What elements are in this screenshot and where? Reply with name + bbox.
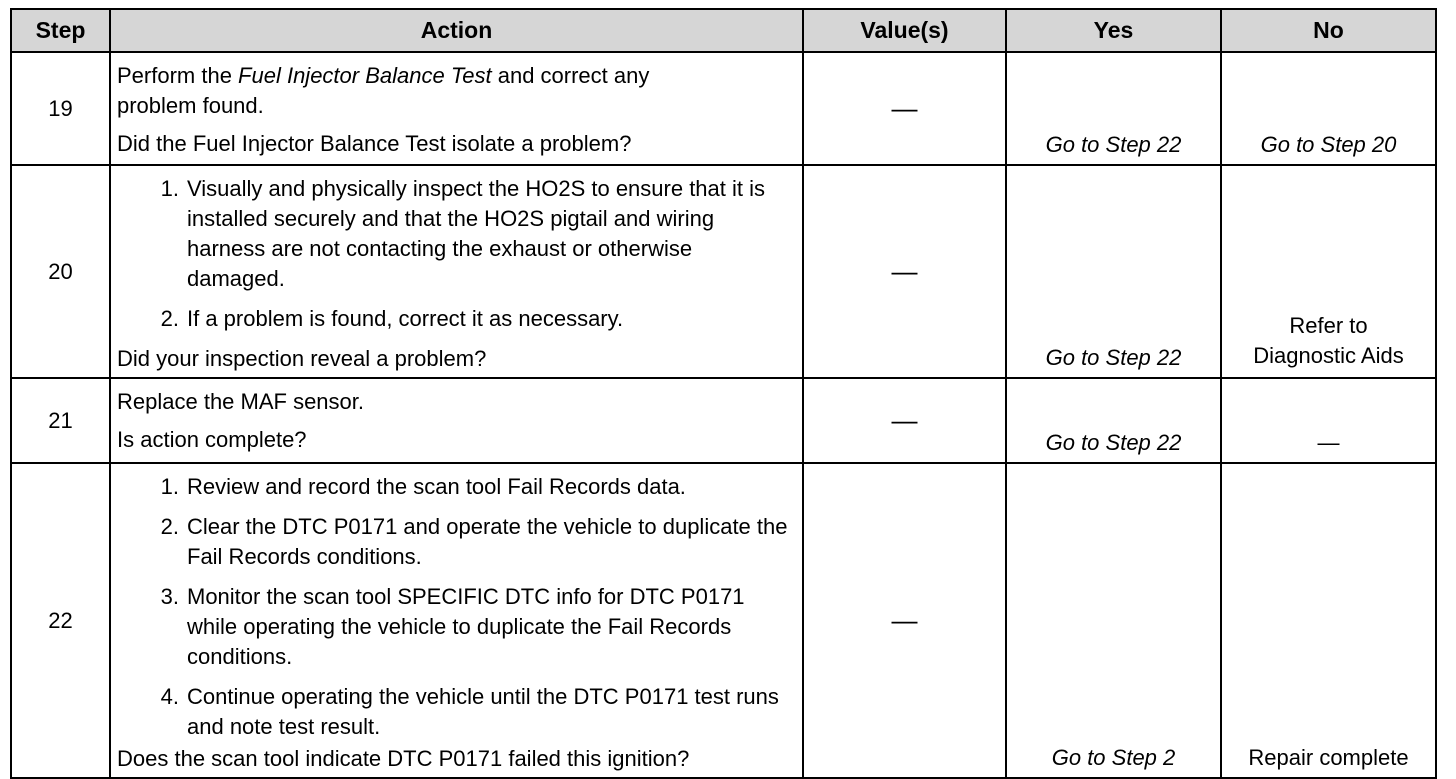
list-item: 1. Review and record the scan tool Fail Records data.: [117, 472, 796, 502]
action-list: [117, 174, 796, 334]
list-item: 3. Monitor the scan tool SPECIFIC DTC info for DTC P0171 while operating the vehicle to duplicate the Fail Records conditions.: [117, 582, 796, 672]
no-cell: Repair complete: [1221, 463, 1436, 778]
table-row: [11, 463, 1436, 778]
question-text: Did your inspection reveal a problem?: [117, 346, 487, 371]
yes-cell: Go to Step 22: [1006, 165, 1221, 378]
action-line: problem found.: [117, 93, 264, 118]
step-number: 20: [11, 165, 110, 378]
list-item: 4. Continue operating the vehicle until the DTC P0171 test runs and note test result.: [117, 682, 796, 742]
list-item-text: Visually and physically inspect the HO2S to ensure that it is installed securely and that the HO2S pigtail and wiring harness are not contacting the exhaust or otherwise damaged.: [187, 176, 766, 291]
table-row: [11, 52, 1436, 165]
list-item-text: Continue operating the vehicle until the DTC P0171 test runs and note test result.: [187, 684, 779, 739]
header-no: No: [1221, 9, 1436, 52]
no-line: Diagnostic Aids: [1253, 343, 1404, 368]
header-action: Action: [110, 9, 803, 52]
value-cell: —: [803, 378, 1006, 463]
list-item-text: Clear the DTC P0171 and operate the vehicle to duplicate the Fail Records conditions.: [187, 514, 788, 569]
question-text: Does the scan tool indicate DTC P0171 failed this ignition?: [117, 746, 690, 771]
action-suffix: and correct any: [491, 63, 650, 88]
action-cell: [110, 52, 803, 165]
header-values: Value(s): [803, 9, 1006, 52]
yes-cell: Go to Step 2: [1006, 463, 1221, 778]
list-item: 1. Visually and physically inspect the HO2S to ensure that it is installed securely and that the HO2S pigtail and wiring harness are not contacting the exhaust or otherwise damaged.: [117, 174, 796, 294]
diagnostic-table: [10, 8, 1437, 779]
value-cell: —: [803, 52, 1006, 165]
action-line: Replace the MAF sensor.: [117, 389, 365, 414]
value-cell: —: [803, 463, 1006, 778]
action-text: [117, 61, 796, 91]
value-cell: —: [803, 165, 1006, 378]
list-item-text: Review and record the scan tool Fail Records data.: [187, 474, 686, 499]
list-item-text: If a problem is found, correct it as necessary.: [187, 306, 624, 331]
table-row: [11, 165, 1436, 378]
yes-cell: Go to Step 22: [1006, 52, 1221, 165]
question-text: Is action complete?: [117, 427, 307, 452]
list-item-text: Monitor the scan tool SPECIFIC DTC info for DTC P0171 while operating the vehicle to duplicate the Fail Records conditions.: [187, 584, 745, 669]
list-item: 2. Clear the DTC P0171 and operate the vehicle to duplicate the Fail Records conditions.: [117, 512, 796, 572]
header-yes: Yes: [1006, 9, 1221, 52]
no-cell: —: [1221, 378, 1436, 463]
action-cell: [110, 463, 803, 778]
action-list: [117, 472, 796, 742]
table-row: [11, 378, 1436, 463]
action-cell: [110, 165, 803, 378]
step-number: 22: [11, 463, 110, 778]
action-prefix: Perform the: [117, 63, 239, 88]
header-row: [11, 9, 1436, 52]
step-number: 21: [11, 378, 110, 463]
header-step: Step: [11, 9, 110, 52]
step-number: 19: [11, 52, 110, 165]
yes-cell: Go to Step 22: [1006, 378, 1221, 463]
action-emphasis: Fuel Injector Balance Test: [238, 63, 492, 88]
no-cell: [1221, 165, 1436, 378]
list-item: 2. If a problem is found, correct it as necessary.: [117, 304, 796, 334]
question-text: Did the Fuel Injector Balance Test isolate a problem?: [117, 131, 632, 156]
no-cell: Go to Step 20: [1221, 52, 1436, 165]
no-line: Refer to: [1289, 313, 1368, 338]
action-cell: [110, 378, 803, 463]
